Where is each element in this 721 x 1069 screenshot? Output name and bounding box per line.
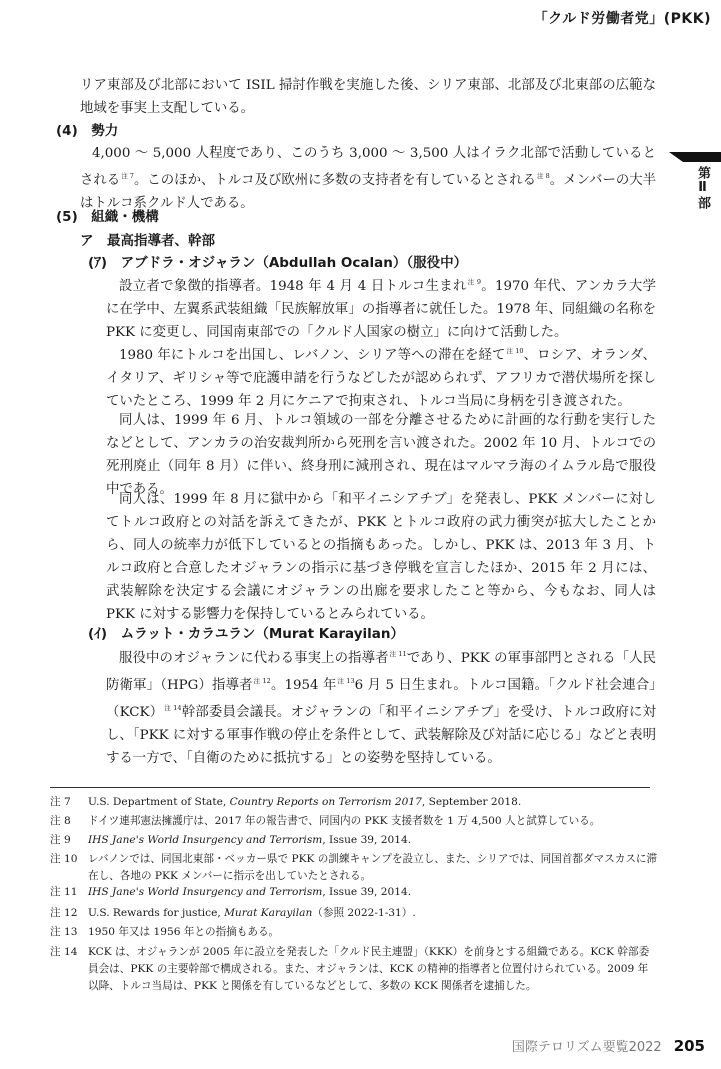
- footnote-12: [50, 905, 658, 922]
- footnote-post: , September 2018.: [421, 796, 522, 808]
- book-title: 国際テロリズム要覧2022: [511, 1040, 662, 1055]
- footnote-ref-8: 注 8: [537, 172, 550, 180]
- subsection-a-heading: ア 最高指導者、幹部: [80, 233, 215, 249]
- karayilan-paragraph: [106, 643, 656, 770]
- footnote-pre: レバノンでは、同国北東部・ベッカー県で PKK の訓練キャンプを設立し、また、シリアでは、同国首都ダマスカスに滞在し、各地の PKK メンバーに指示を出していたとされる。: [88, 853, 658, 882]
- footnote-ref-14: 注 14: [164, 704, 182, 712]
- footnote-key: 注 10: [50, 853, 78, 865]
- footnote-pre: KCK は、オジャランが 2005 年に設立を発表した「クルド民主連盟」（KKK）を前身とする組織である。KCK 幹部委員会は、PKK の主要幹部で構成される。また、オジャランは、KCK の精神的指導者と位置付けられている。2009 年以降、トルコ当局は、PKK と関係を有しているなどとして、多数の KCK 関係者を逮捕した。: [88, 946, 650, 992]
- footnote-ref-9: 注 9: [467, 278, 481, 286]
- footnote-italic: IHS Jane's World Insurgency and Terrorism: [88, 886, 323, 898]
- footnote-ref-13: 注 13: [337, 677, 355, 685]
- running-header: 「クルド労働者党」(PKK): [533, 11, 711, 27]
- section-4-paragraph: [80, 142, 656, 215]
- s4-text-a: 4,000 〜 5,000 人程度であり、このうち 3,000 〜 3,500 人はイラク北部で活動しているとされる: [80, 146, 656, 188]
- footnote-ref-10: 注 10: [506, 347, 524, 355]
- footnote-italic: Murat Karayilan: [224, 907, 313, 919]
- ocalan-p1-b: 。1970 年代、アンカラ大学に在学中、左翼系武装組織「民族解放軍」の指導者に就任した。1978 年、同組織の名称を PKK に変更し、同国南東部での「クルド人国家の樹立」に向けて活動した。: [106, 279, 656, 340]
- footnote-text: [88, 794, 658, 811]
- karayilan-c: 。1954 年: [270, 678, 337, 693]
- ocalan-p2-b: 、ロシア、オランダ、イタリア、ギリシャ等で庇護申請を行うなどしたが認められず、アフリカで潜伏場所を探していたところ、1999 年 2 月にケニアで拘束され、トルコ当局に身柄を引き渡された。: [106, 348, 656, 409]
- karayilan-e: 幹部委員会議長。オジャランの「和平イニシアチブ」を受け、トルコ政府に対し、「PKK に対する軍事作戦の停止を条件として、武装解除及び対話に応じる」などと表明する一方で、「自衛のために抵抗する」との姿勢を堅持している。: [106, 705, 656, 766]
- ocalan-paragraph-3: 同人は、1999 年 6 月、トルコ領域の一部を分離させるために計画的な行動を実行したなどとして、アンカラの治安裁判所から死刑を言い渡された。2002 年 10 月、トルコでの死刑廃止（同年 8 月）に伴い、終身刑に減刑され、現在はマルマラ海のイムラル島で服役中である。: [106, 413, 656, 497]
- footnote-10: [50, 851, 658, 885]
- section-4-heading: (4) 勢力: [56, 123, 119, 139]
- footnote-pre: U.S. Department of State,: [88, 796, 230, 808]
- footnote-key: 注 13: [50, 926, 78, 938]
- footnote-8: [50, 813, 658, 830]
- karayilan-heading: (ｲ) ムラット・カラユラン（Murat Karayilan）: [88, 626, 404, 642]
- footnote-key: 注 8: [50, 815, 71, 827]
- footnote-post: （参照 2022-1-31）.: [312, 907, 416, 919]
- footnote-key: 注 9: [50, 834, 71, 846]
- footnote-italic: IHS Jane's World Insurgency and Terrorism: [88, 834, 323, 846]
- footnote-key: 注 12: [50, 907, 78, 919]
- ocalan-heading: (ｱ) アブドラ・オジャラン（Abdullah Ocalan）（服役中）: [88, 255, 468, 271]
- footnote-post: , Issue 39, 2014.: [322, 834, 412, 846]
- footnote-key: 注 14: [50, 946, 78, 958]
- footnote-text: [88, 944, 658, 995]
- s4-text-b: 。このほか、トルコ及び欧州に多数の支持者を有しているとされる: [133, 173, 537, 188]
- ocalan-p1-a: 設立者で象徴的指導者。1948 年 4 月 4 日トルコ生まれ: [119, 279, 467, 294]
- karayilan-a: 服役中のオジャランに代わる事実上の指導者: [119, 651, 389, 666]
- karayilan-b: であり、PKK の軍事部門とされる「人民防衛軍」（HPG）指導者: [106, 651, 656, 693]
- s4-text-c: 。メンバーの大半はトルコ系クルド人である。: [80, 173, 657, 211]
- page-number: 205: [673, 1037, 705, 1055]
- footnote-ref-12: 注 12: [253, 677, 271, 685]
- footnote-11: [50, 884, 658, 901]
- footnote-ref-7: 注 7: [121, 172, 134, 180]
- intro-paragraph: リア東部及び北部において ISIL 掃討作戦を実施した後、シリア東部、北部及び北東部の広範な地域を事実上支配している。: [80, 78, 656, 116]
- footnote-post: , Issue 39, 2014.: [322, 886, 412, 898]
- footnote-ref-11: 注 11: [389, 650, 407, 658]
- part-tab-bar: [683, 152, 721, 162]
- footnote-divider: [50, 787, 650, 788]
- footnote-text: [88, 924, 658, 941]
- footnote-key: 注 11: [50, 886, 78, 898]
- footnote-text: [88, 832, 658, 849]
- footnote-text: [88, 905, 658, 922]
- footnote-text: [88, 884, 658, 901]
- footnote-pre: U.S. Rewards for justice,: [88, 907, 225, 919]
- section-5-heading: (5) 組織・機構: [56, 209, 159, 225]
- footnote-pre: ドイツ連邦憲法擁護庁は、2017 年の報告書で、同国内の PKK 支援者数を 1 万 4,500 人と試算している。: [88, 815, 601, 827]
- footnote-text: [88, 851, 658, 885]
- footnote-13: [50, 924, 658, 941]
- ocalan-paragraph-2: [106, 340, 656, 413]
- footnote-pre: 1950 年又は 1956 年との指摘もある。: [88, 926, 280, 938]
- ocalan-paragraph-1: [106, 271, 656, 344]
- karayilan-d: 6 月 5 日生まれ。トルコ国籍。「クルド社会連合」（KCK）: [106, 678, 657, 720]
- footnote-key: 注 7: [50, 796, 71, 808]
- footnote-9: [50, 832, 658, 849]
- footnote-text: [88, 813, 658, 830]
- footnote-14: [50, 944, 658, 995]
- page-footer: [512, 1036, 705, 1055]
- footnote-italic: Country Reports on Terrorism 2017: [229, 796, 422, 808]
- footnote-7: [50, 794, 658, 811]
- ocalan-paragraph-4: 同人は、1999 年 8 月に獄中から「和平イニシアチブ」を発表し、PKK メンバーに対してトルコ政府との対話を訴えてきたが、PKK とトルコ政府の武力衝突が拡大したことから、同人の統率力が低下しているとの指摘もあった。しかし、PKK は、2013 年 3 月、トルコ政府と合意したオジャランの指示に基づき停戦を宣言したほか、2015 年 2 月には、武装解除を決定する会議にオジャランの出廊を要求したこと等から、今もなお、同人は PKK に対する影響力を保持しているとみられている。: [106, 492, 656, 622]
- part-tab-label: 第Ⅱ部: [695, 166, 710, 210]
- ocalan-p2-a: 1980 年にトルコを出国し、レバノン、シリア等への滞在を経て: [119, 348, 506, 363]
- part-tab: [683, 152, 721, 230]
